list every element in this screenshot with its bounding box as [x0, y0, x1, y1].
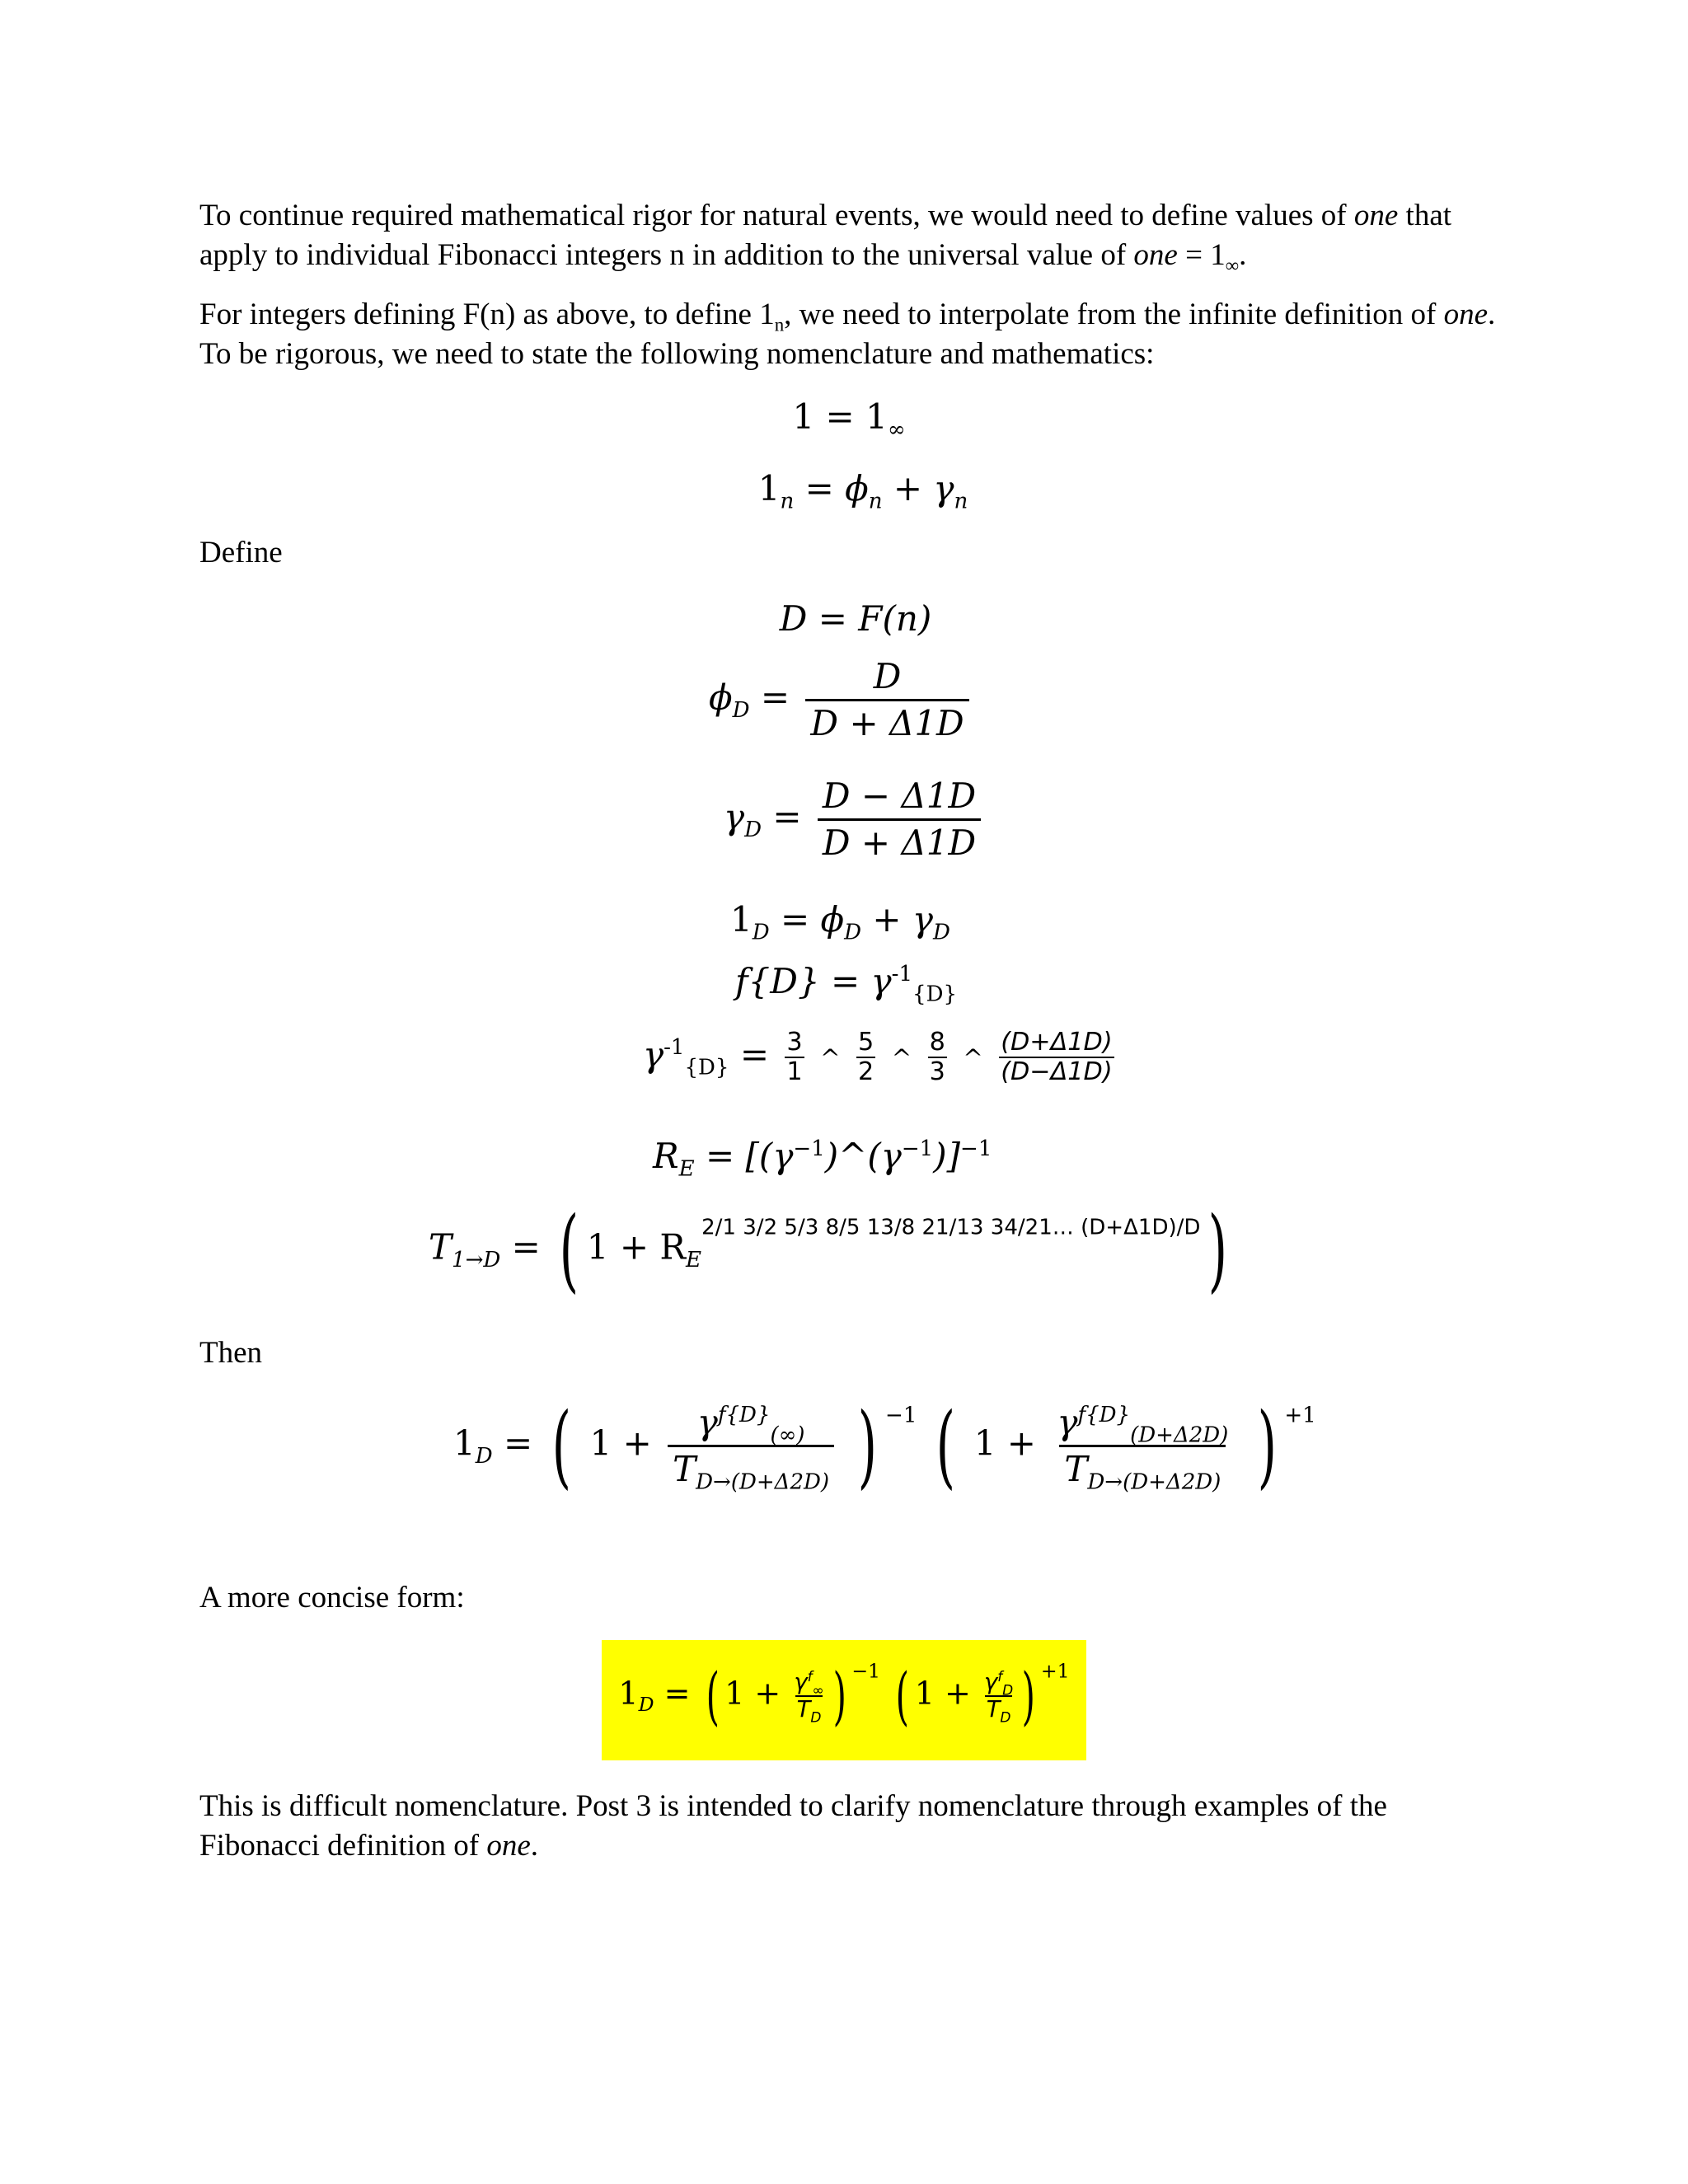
fraction-gamma-d2d: $\frac{\gamma^{f\{D\}}_{(D+\Delta 2D)}}{T_{D\to(D+\Delta 2D)}}$ — [1057, 1402, 1229, 1495]
p3-line2: Fibonacci definition of — [199, 1829, 480, 1863]
p1-one: one — [1353, 199, 1399, 232]
p2-sub-n: n — [774, 314, 785, 335]
equation-re: $R_E$ = $[(\gamma^{-1})\^{}(\gamma^{-1})]^{-1}$ — [653, 1136, 992, 1182]
equation-concise: $1_D$ = ( 1 + $\frac{\gamma^f_\infty}{T_D}$ ) $^{-1}$ ( 1 + $\frac{\gamma^f_D}{T_D}$ ) $^{+1}$ — [618, 1659, 1070, 1732]
intro-paragraph: To continue required mathematical rigor for natural events, we would need to define values of one that apply to individual Fibonacci integers n in addition to the universal value of one = $1_\infty$. — [199, 199, 1452, 276]
label-define: Define — [199, 536, 283, 569]
p2-text-b: , we need to interpolate from the infinite definition of — [784, 298, 1437, 331]
t-exponent: 2/1 3/2 5/3 8/5 13/8 21/13 34/21… (D+Δ1D)/D — [701, 1215, 1201, 1240]
fraction-gamma-infinity: $\frac{\gamma^{f\{D\}}_{(\infty)}}{T_{D\to(D+\Delta 2D)}}$ — [668, 1405, 834, 1487]
interpolation-paragraph: For integers defining F(n) as above, to define $1_n$, we need to interpolate from the infinite definition of one. To be rigorous, we need to state the following nomenclature and mathematics: — [199, 298, 1496, 371]
ratio-3-1: $\frac{3}{1}$ — [786, 1028, 803, 1087]
p2-text: For integers defining F(n) as above, to define 1 — [199, 298, 775, 331]
equation-gamma-inverse: $\gamma^{-1}_{\{D\}}$ = $\frac{3}{1}$ ^ $\frac{5}{2}$ ^ $\frac{8}{3}$ ^ $\frac{(D+\Delta 1D)}{(D-\Delta 1D)}$ — [643, 1028, 1113, 1087]
equation-one-n: $1_n = \phi_n + \gamma_n$ — [757, 468, 968, 514]
equation-t: $T_{1\to D}$ = ( $1 + R_E^{2/1 3/2 5/3 8/5 13/8 21/13 34/21\dots (D+\Delta 1D)/D}$) — [429, 1197, 1228, 1302]
concise-fraction-b: $\frac{\gamma^f_D}{T_D}$ — [983, 1667, 1014, 1726]
label-then: Then — [199, 1336, 263, 1370]
equation-d-fn: D = F(n) — [779, 598, 932, 639]
p1-line2: apply to individual Fibonacci integers n in addition to the universal value of — [199, 238, 1127, 272]
ratio-general: $\frac{(D+\Delta 1D)}{(D-\Delta 1D)}$ — [1001, 1028, 1113, 1087]
p1-text: To continue required mathematical rigor for natural events, we would need to define values of — [199, 199, 1347, 232]
p2-one: one — [1443, 298, 1489, 331]
equation-one-infinity: $1 = 1_\infty$ — [792, 396, 906, 443]
equation-one-d: $1_D = \phi_D + \gamma_D$ — [730, 899, 950, 945]
equation-f-d: $f\{D\} = \gamma^{-1}_{\{D\}}$ — [735, 961, 958, 1007]
p3-one: one — [486, 1829, 531, 1863]
equation-gamma-d: $\gamma_D$ = $\frac{D - \Delta 1D}{D + \Delta 1D}$ — [724, 779, 986, 860]
ratio-8-3: $\frac{8}{3}$ — [929, 1028, 945, 1087]
p2-line2: To be rigorous, we need to state the following nomenclature and mathematics: — [199, 337, 1155, 371]
concise-fraction-a: $\frac{\gamma^f_\infty}{T_D}$ — [794, 1667, 824, 1726]
p1-line2-one: one — [1133, 238, 1178, 272]
p1-that: that — [1405, 199, 1452, 232]
equation-phi-d: $\phi_D$ = $\frac{D}{D + \Delta 1D}$ — [709, 659, 974, 741]
p1-line2-eq: = 1 — [1185, 238, 1226, 272]
equation-one-d-full: $1_D$ = ( 1 + $\frac{\gamma^{f\{D\}}_{(\infty)}}{T_{D\to(D+\Delta 2D)}}$ ) $^{-1}$ ( 1 + $\frac{\gamma^{f\{D\}}_{(D+\Delta 2D)}}{T_{D\to(D+\Delta 2D)}}$ ) $^{+1}$ — [453, 1394, 1316, 1498]
closing-paragraph: This is difficult nomenclature. Post 3 is intended to clarify nomenclature through examples of the Fibonacci definition of one. — [199, 1789, 1387, 1863]
p3-text: This is difficult nomenclature. Post 3 is intended to clarify nomenclature through examples of the — [199, 1789, 1387, 1823]
p1-line2-inf: ∞ — [1225, 255, 1240, 276]
gamma-fraction: $\frac{D - \Delta 1D}{D + \Delta 1D}$ — [818, 779, 981, 860]
ratio-5-2: $\frac{5}{2}$ — [858, 1028, 874, 1087]
label-concise: A more concise form: — [199, 1581, 465, 1615]
phi-fraction: $\frac{D}{D + \Delta 1D}$ — [805, 659, 968, 741]
